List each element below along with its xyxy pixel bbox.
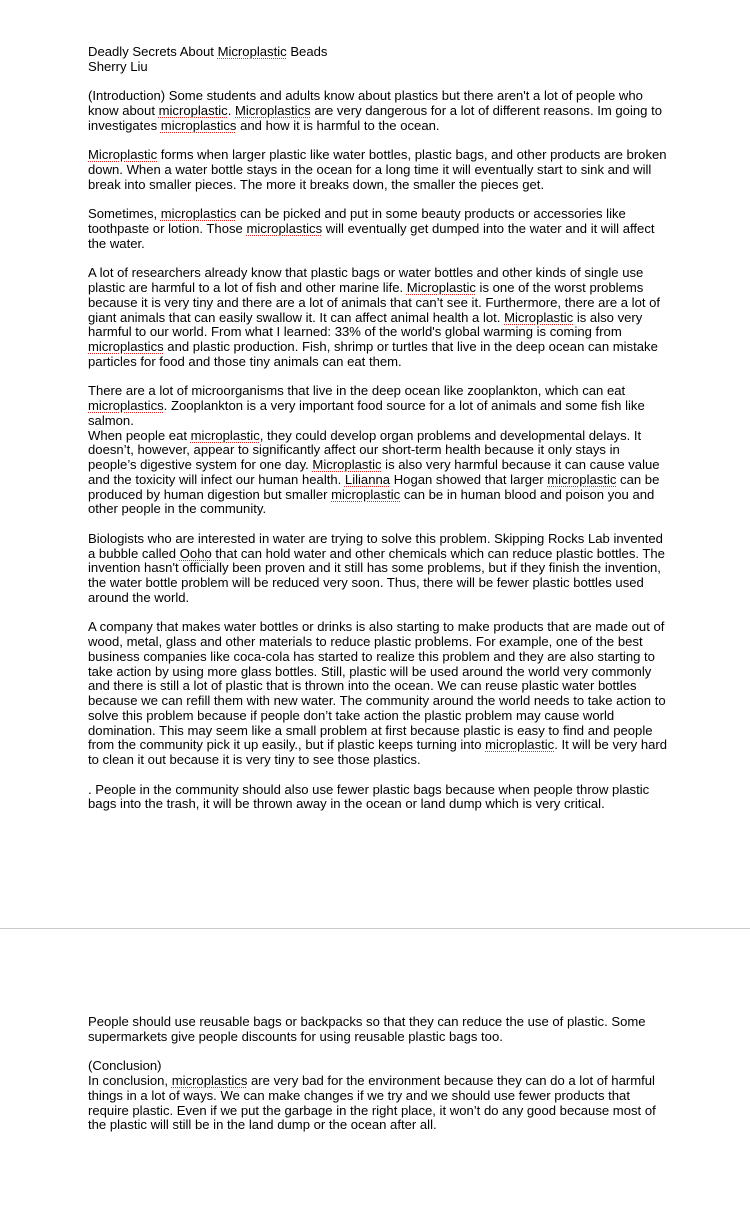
paragraph-beauty-products: Sometimes, microplastics can be picked and put in some beauty products or accessories like toothpaste or lotion. Those microplastics will eventually get dumped into the water and it will affect the water. [88,206,655,251]
conclusion-heading: (Conclusion) [88,1058,162,1074]
document-title: Deadly Secrets About Microplastic Beads [88,44,328,59]
paragraph-reusable-bags: People should use reusable bags or backpacks so that they can reduce the use of plastic. Some supermarkets give people discounts for using reusable plastic bags too. [88,1014,646,1044]
spelling-flag: microplastic [158,103,228,118]
paragraph-formation: Microplastic forms when larger plastic like water bottles, plastic bags, and other products are broken down. When a water bottle stays in the ocean for a long time it will eventually start to sink and will break into smaller pieces. The more it breaks down, the smaller the pieces get. [88,147,667,192]
document-page-2 [0,929,750,1210]
spelling-flag: Microplastic [217,44,287,59]
spelling-flag: Microplastic [88,147,158,163]
document-author: Sherry Liu [88,58,148,74]
spelling-flag: microplastics [160,117,237,133]
spelling-flag: microplastic [485,737,555,753]
paragraph-zooplankton: There are a lot of microorganisms that live in the deep ocean like zooplankton, which can eat microplastics. Zooplankton is a very important food source for a lot of animals and some fish like salmon. [88,383,645,428]
paragraph-marine-life: A lot of researchers already know that plastic bags or water bottles and other kinds of single use plastic are harmful to a lot of fish and other marine life. Microplastic is one of the worst problems because it is very tiny and there are a lot of animals that can’t see it. Furthermore, there are a lot of giant animals that can easily swallow it. It can affect animal health a lot. Microplastic is also very harmful to our world. From what I learned: 33% of the world's global warming is coming from microplastics and plastic production. Fish, shrimp or turtles that live in the deep ocean can mistake particles for food and those tiny animals can eat them. [88,265,661,369]
paragraph-biologists: Biologists who are interested in water are trying to solve this problem. Skipping Rocks Lab invented a bubble called Ooho that can hold water and other chemicals which can reduce plastic bottles. The invention hasn't officially been proven and it still has some problems, but if they finish the invention, the water bottle problem will be reduced very soon. Thus, there will be fewer plastic bottles used around the world. [88,530,665,605]
spelling-flag: Microplastic [406,280,476,295]
spelling-flag: microplastic [547,471,617,487]
spelling-flag: Microplastic [504,309,574,325]
spelling-flag: microplastics [88,339,164,354]
paragraph-plastic-bags: . People in the community should also use fewer plastic bags because when people throw plastic bags into the trash, it will be thrown away in the ocean or land dump which is very critical. [88,781,650,812]
spelling-flag: microplastic [331,486,401,502]
page-1-body[interactable] [88,45,668,827]
spelling-flag: microplastics [246,221,323,236]
paragraph-companies: A company that makes water bottles or drinks is also starting to make products that are made out of wood, metal, glass and other materials to reduce plastic problems. For example, one of the best business companies like coca-cola has started to realize this problem and they are also starting to take action by using more glass bottles. Still, plastic will be used around the world very commonly and there is still a lot of plastic that is thrown into the ocean. We can reuse plastic water bottles because we can refill them with new water. The community around the world needs to take action to solve this problem because if people don’t take action the plastic problem may cause world domination. This may seem like a small problem at first because plastic is easy to find and people from the community pick it up easily., but if plastic keeps turning into microplastic. It will be very hard to clean it out because it is very tiny to see those plastics. [88,619,668,767]
spelling-flag: microplastic [190,427,260,443]
paragraph-introduction: (Introduction) Some students and adults know about plastics but there aren't a lot of people who know about microplastic. Microplastics are very dangerous for a lot of different reasons. Im going to investigates microplastics and how it is harmful to the ocean. [88,88,662,133]
spelling-flag: microplastics [88,398,164,413]
paragraph-conclusion: In conclusion, microplastics are very bad for the environment because they can do a lot of harmful things in a lot of ways. We can make changes if we try and we should use fewer products that require plastic. Even if we put the garbage in the right place, it won’t do any good because most of the plastic will still be in the land dump or the ocean after all. [88,1073,656,1133]
spelling-flag: Lilianna [344,471,391,487]
page-2-body[interactable] [88,1015,668,1148]
spelling-flag: Ooho [179,545,212,561]
spelling-flag: Microplastics [235,103,311,118]
spelling-flag: microplastics [171,1073,248,1088]
spelling-flag: microplastics [160,206,237,222]
paragraph-human-health: When people eat microplastic, they could develop organ problems and developmental delays. It doesn’t, however, appear to significantly affect our short-term health because it only stays in people’s digestive system for one day. Microplastic is also very harmful because it can cause value and the toxicity will infect our human health. Lilianna Hogan showed that larger microplastic can be produced by human digestion but smaller microplastic can be in human blood and poison you and other people in the community. [88,427,660,517]
spelling-flag: Microplastic [312,457,382,472]
